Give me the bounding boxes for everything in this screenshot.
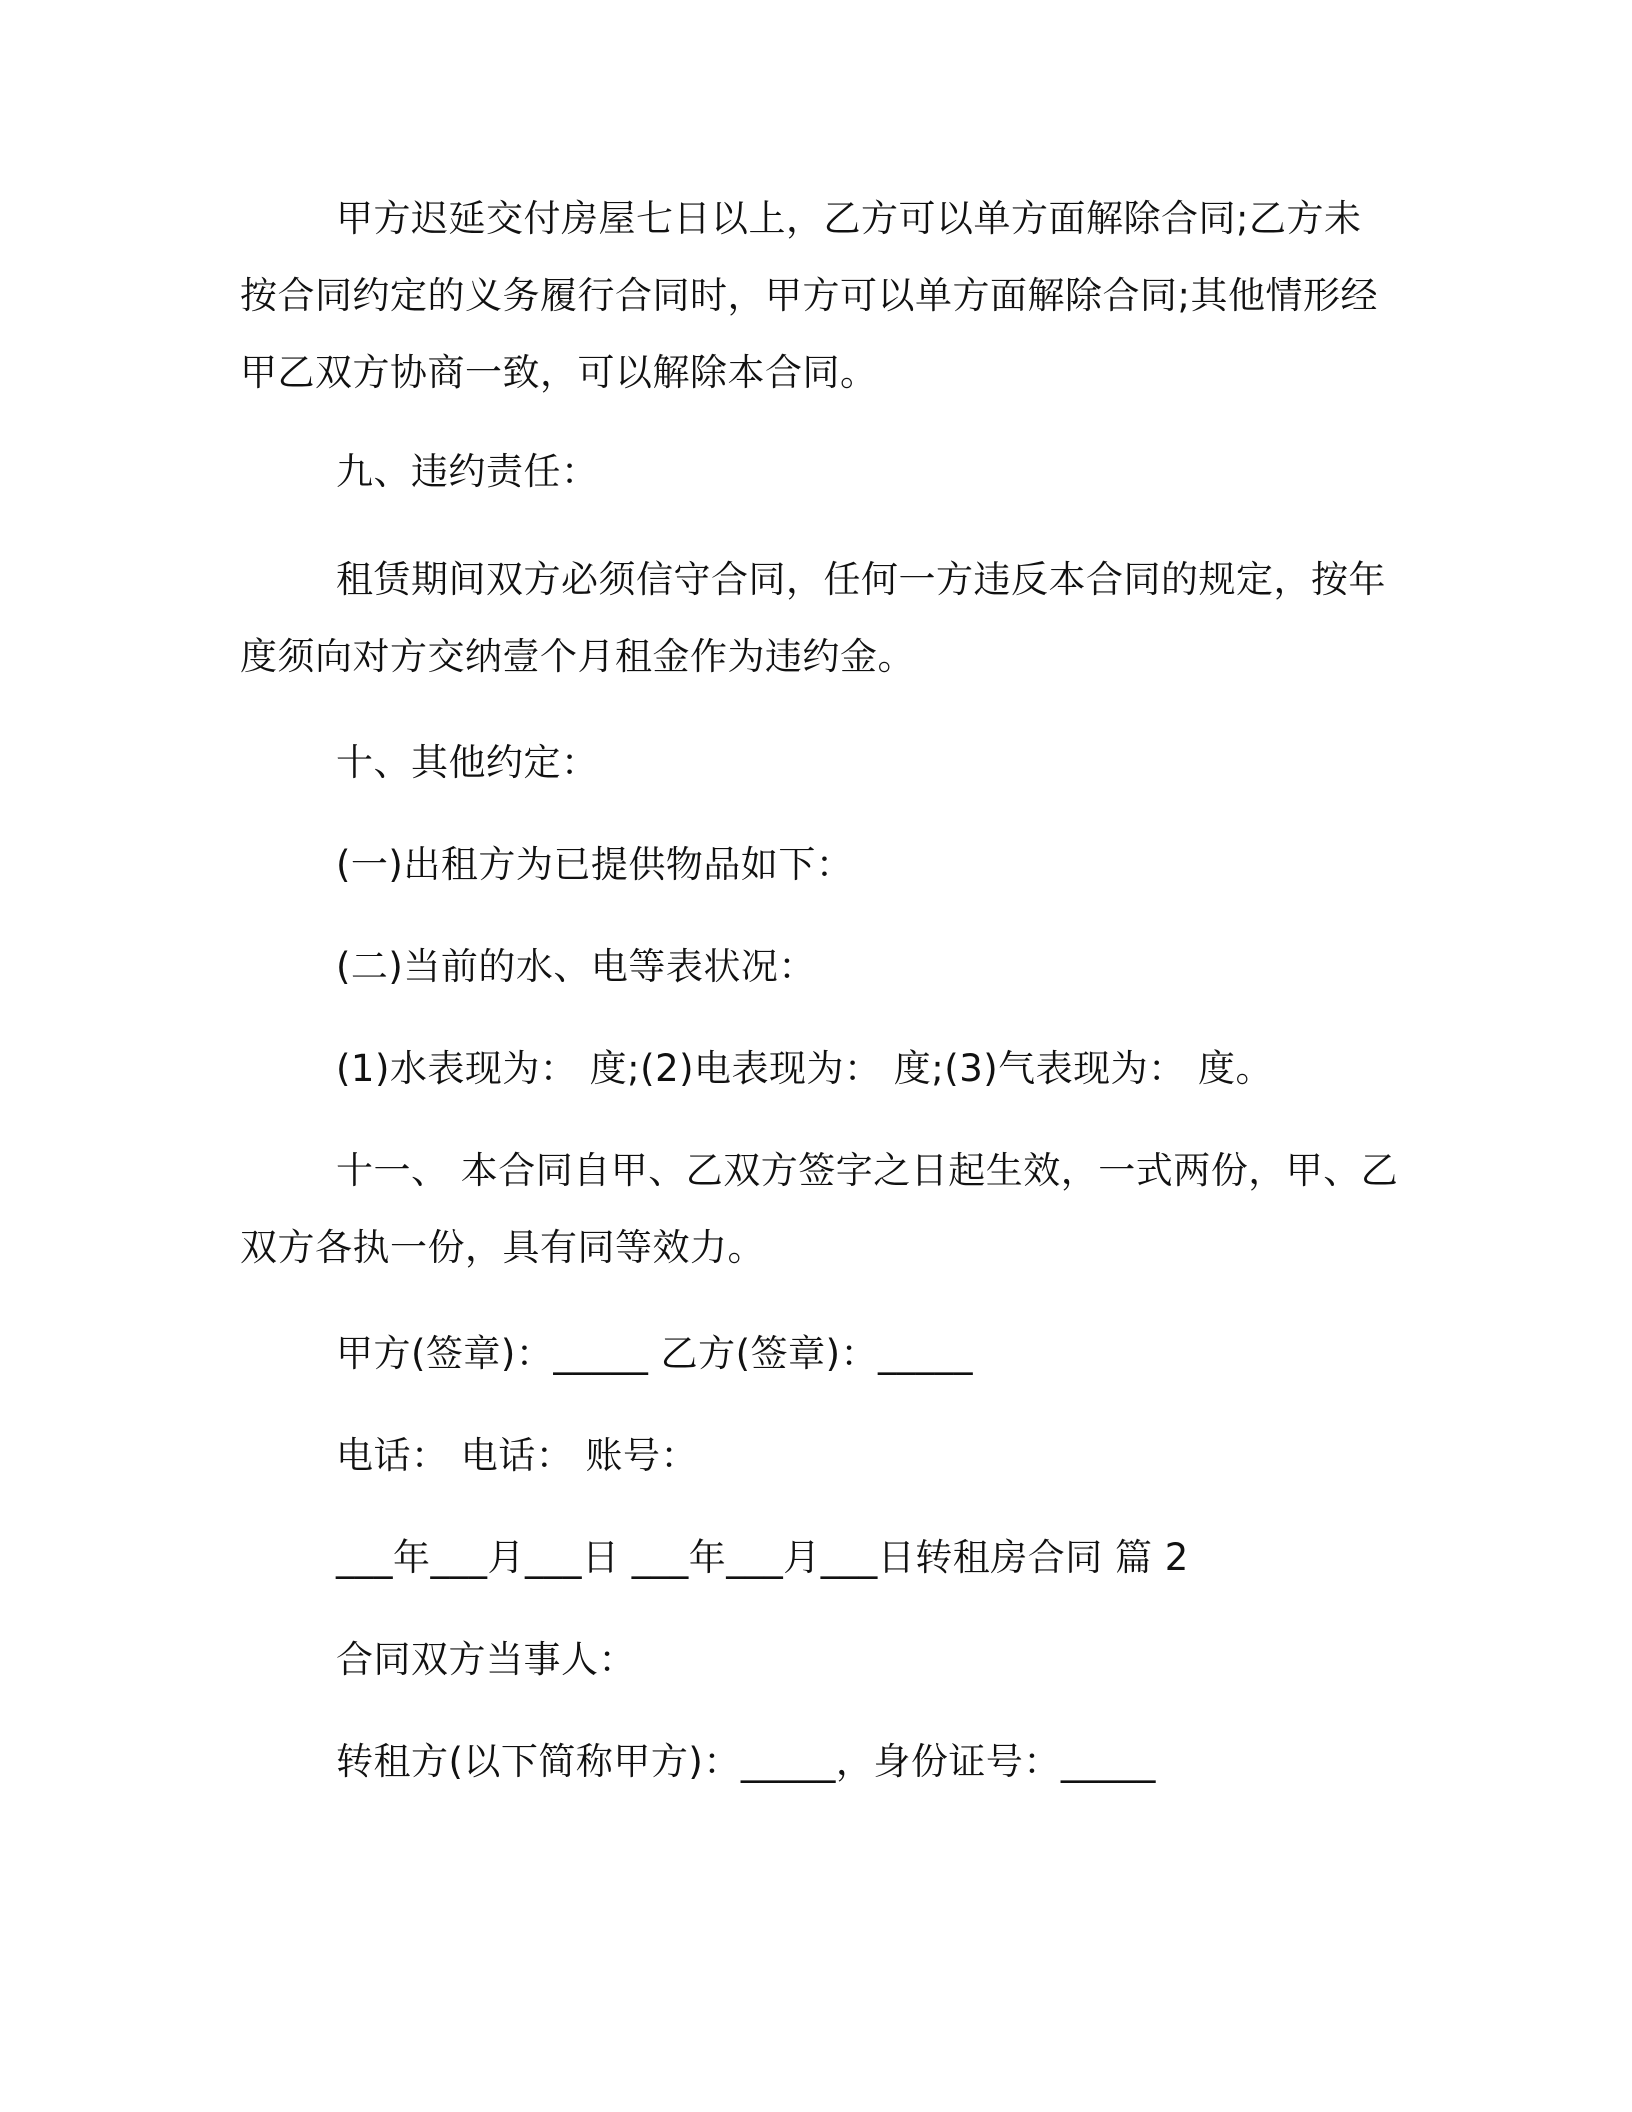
meter-readings-line: (1)水表现为： 度;(2)电表现为： 度;(3)气表现为： 度。: [336, 1047, 1273, 1090]
provided-items-line: (一)出租方为已提供物品如下：: [336, 843, 854, 886]
text-line: 双方各执一份，具有同等效力。: [240, 1226, 765, 1269]
text-line: 按合同约定的义务履行合同时，甲方可以单方面解除合同;其他情形经: [240, 274, 1378, 317]
signature-line: 甲方(签章)：_____ 乙方(签章)：_____: [336, 1332, 974, 1375]
meter-status-line: (二)当前的水、电等表状况：: [336, 945, 816, 988]
text-line: 甲乙双方协商一致，可以解除本合同。: [240, 351, 878, 394]
breach-paragraph: [240, 541, 1400, 695]
date-line: ___年___月___日 ___年___月___日转租房合同 篇 2: [336, 1536, 1189, 1579]
contact-line: 电话： 电话： 账号：: [336, 1434, 699, 1477]
text-line: 甲方迟延交付房屋七日以上，乙方可以单方面解除合同;乙方未: [336, 197, 1362, 240]
text-line: 租赁期间双方必须信守合同，任何一方违反本合同的规定，按年: [336, 558, 1386, 601]
section-heading-other: 十、其他约定：: [336, 741, 599, 784]
sublessor-line: 转租方(以下简称甲方)：_____，身份证号：_____: [336, 1740, 1156, 1783]
termination-paragraph: [240, 180, 1400, 411]
parties-heading: 合同双方当事人：: [336, 1638, 636, 1681]
effectiveness-paragraph: [240, 1132, 1400, 1286]
section-heading-breach: 九、违约责任：: [336, 450, 599, 493]
text-line: 十一、 本合同自甲、乙双方签字之日起生效，一式两份，甲、乙: [336, 1149, 1399, 1192]
text-line: 度须向对方交纳壹个月租金作为违约金。: [240, 635, 915, 678]
